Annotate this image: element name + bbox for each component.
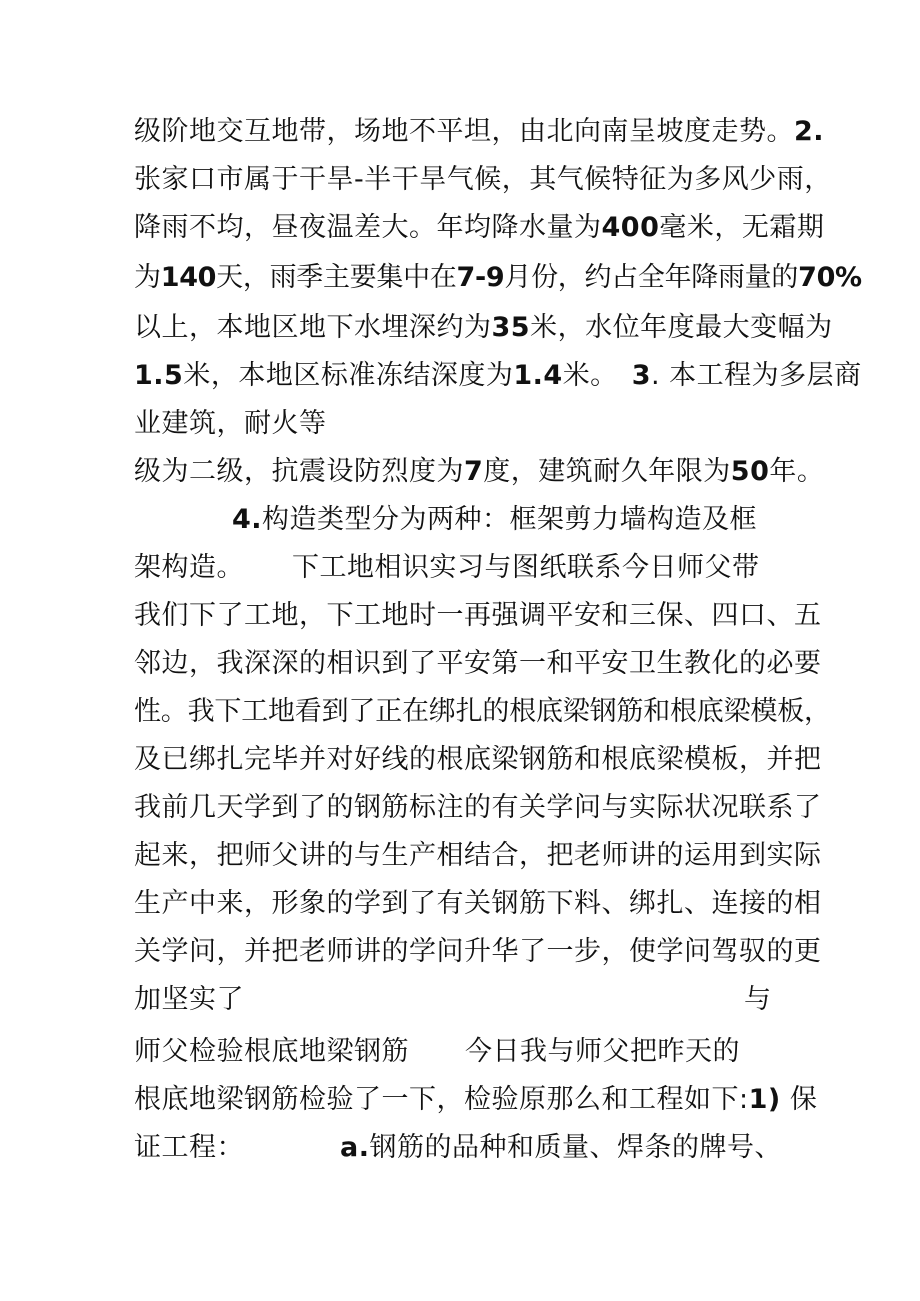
text-segment: 毫米，无霜期 bbox=[659, 212, 825, 243]
number-value: 400 bbox=[601, 212, 660, 243]
text-line-2 bbox=[134, 162, 832, 198]
subheading-text: 下工地相识实习与图纸联系今日师父带 bbox=[292, 552, 760, 583]
text-segment: 加坚实了 bbox=[134, 984, 244, 1015]
section-number-dot: . bbox=[813, 116, 825, 147]
number-value: 1.5 bbox=[134, 360, 184, 391]
number-value: 50 bbox=[730, 456, 770, 487]
text-segment: 钢筋的品种和质量、焊条的牌号、 bbox=[369, 1132, 782, 1163]
text-line-9 bbox=[232, 502, 757, 538]
text-segment: 米，水位年度最大变幅为 bbox=[530, 312, 833, 343]
number-value: 35 bbox=[491, 312, 531, 343]
text-segment: 张家口市属于干旱-半干旱气候，其气候特征为多风少雨， bbox=[134, 164, 832, 195]
text-segment: . 本工程为多层商 bbox=[650, 360, 862, 391]
list-marker: 1) bbox=[748, 1084, 781, 1115]
text-segment: 米。 bbox=[562, 360, 618, 391]
text-line-17 bbox=[134, 886, 822, 922]
text-segment: 今日我与师父把昨天的 bbox=[465, 1036, 740, 1067]
number-value: 1.4 bbox=[513, 360, 563, 391]
text-segment: 月份，约占全年降雨量的 bbox=[504, 262, 799, 293]
text-segment: 架构造。 bbox=[134, 552, 244, 583]
text-segment: 生产中来，形象的学到了有关钢筋下料、绑扎、连接的相 bbox=[134, 888, 822, 919]
text-segment: 构造类型分为两种：框架剪力墙构造及框 bbox=[262, 504, 758, 535]
text-line-1 bbox=[134, 114, 824, 150]
text-segment: 证工程： bbox=[134, 1132, 244, 1163]
text-line-22 bbox=[134, 1130, 782, 1166]
list-marker: a. bbox=[340, 1132, 370, 1163]
text-line-13 bbox=[134, 694, 831, 730]
text-segment: 级为二级，抗震设防烈度为 bbox=[134, 456, 464, 487]
text-line-10 bbox=[134, 550, 760, 586]
text-segment: 天，雨季主要集中在 bbox=[216, 262, 457, 293]
text-line-7 bbox=[134, 406, 327, 442]
text-segment: 为 bbox=[134, 262, 161, 293]
number-value: 7 bbox=[464, 456, 484, 487]
text-line-12 bbox=[134, 646, 822, 682]
section-number: 2 bbox=[794, 116, 814, 147]
number-value: 140 bbox=[160, 262, 217, 293]
text-line-15 bbox=[134, 790, 822, 826]
text-line-5 bbox=[134, 310, 833, 346]
section-number: 3 bbox=[631, 360, 651, 391]
text-line-21 bbox=[134, 1082, 817, 1118]
text-line-14 bbox=[134, 742, 822, 778]
text-segment: 我们下了工地，下工地时一再强调平安和三保、四口、五 bbox=[134, 600, 822, 631]
text-line-3 bbox=[134, 210, 824, 246]
text-segment: 度，建筑耐久年限为 bbox=[483, 456, 731, 487]
text-line-16 bbox=[134, 838, 822, 874]
number-value: 7-9 bbox=[456, 262, 505, 293]
text-segment: 米，本地区标准冻结深度为 bbox=[183, 360, 514, 391]
text-line-19 bbox=[134, 982, 772, 1018]
text-segment: 以上，本地区地下水埋深约为 bbox=[134, 312, 492, 343]
text-segment: 邻边，我深深的相识到了平安第一和平安卫生教化的必要 bbox=[134, 648, 822, 679]
text-segment: 性。我下工地看到了正在绑扎的根底梁钢筋和根底梁模板， bbox=[134, 696, 831, 727]
text-line-6 bbox=[134, 358, 862, 394]
text-line-11 bbox=[134, 598, 822, 634]
text-segment: 关学问，并把老师讲的学问升华了一步，使学问驾驭的更 bbox=[134, 936, 822, 967]
text-segment: 根底地梁钢筋检验了一下，检验原那么和工程如下: bbox=[134, 1084, 749, 1115]
text-segment: 起来，把师父讲的与生产相结合，把老师讲的运用到实际 bbox=[134, 840, 822, 871]
text-segment: 与 bbox=[744, 984, 772, 1015]
number-value: 70% bbox=[798, 262, 862, 293]
text-segment: 级阶地交互地带，场地不平坦，由北向南呈坡度走势。 bbox=[134, 116, 794, 147]
text-segment: 年。 bbox=[769, 456, 825, 487]
text-segment: 保 bbox=[780, 1084, 818, 1115]
text-line-18 bbox=[134, 934, 822, 970]
text-segment: 我前几天学到了的钢筋标注的有关学问与实际状况联系了 bbox=[134, 792, 822, 823]
text-segment: 业建筑，耐火等 bbox=[134, 408, 327, 439]
section-number: 4. bbox=[232, 504, 263, 535]
text-segment: 降雨不均，昼夜温差大。年均降水量为 bbox=[134, 212, 602, 243]
subheading-text: 师父检验根底地梁钢筋 bbox=[134, 1036, 409, 1067]
text-line-4 bbox=[134, 260, 862, 296]
text-segment: 及已绑扎完毕并对好线的根底梁钢筋和根底梁模板，并把 bbox=[134, 744, 822, 775]
text-line-20 bbox=[134, 1034, 740, 1070]
text-line-8 bbox=[134, 454, 824, 490]
